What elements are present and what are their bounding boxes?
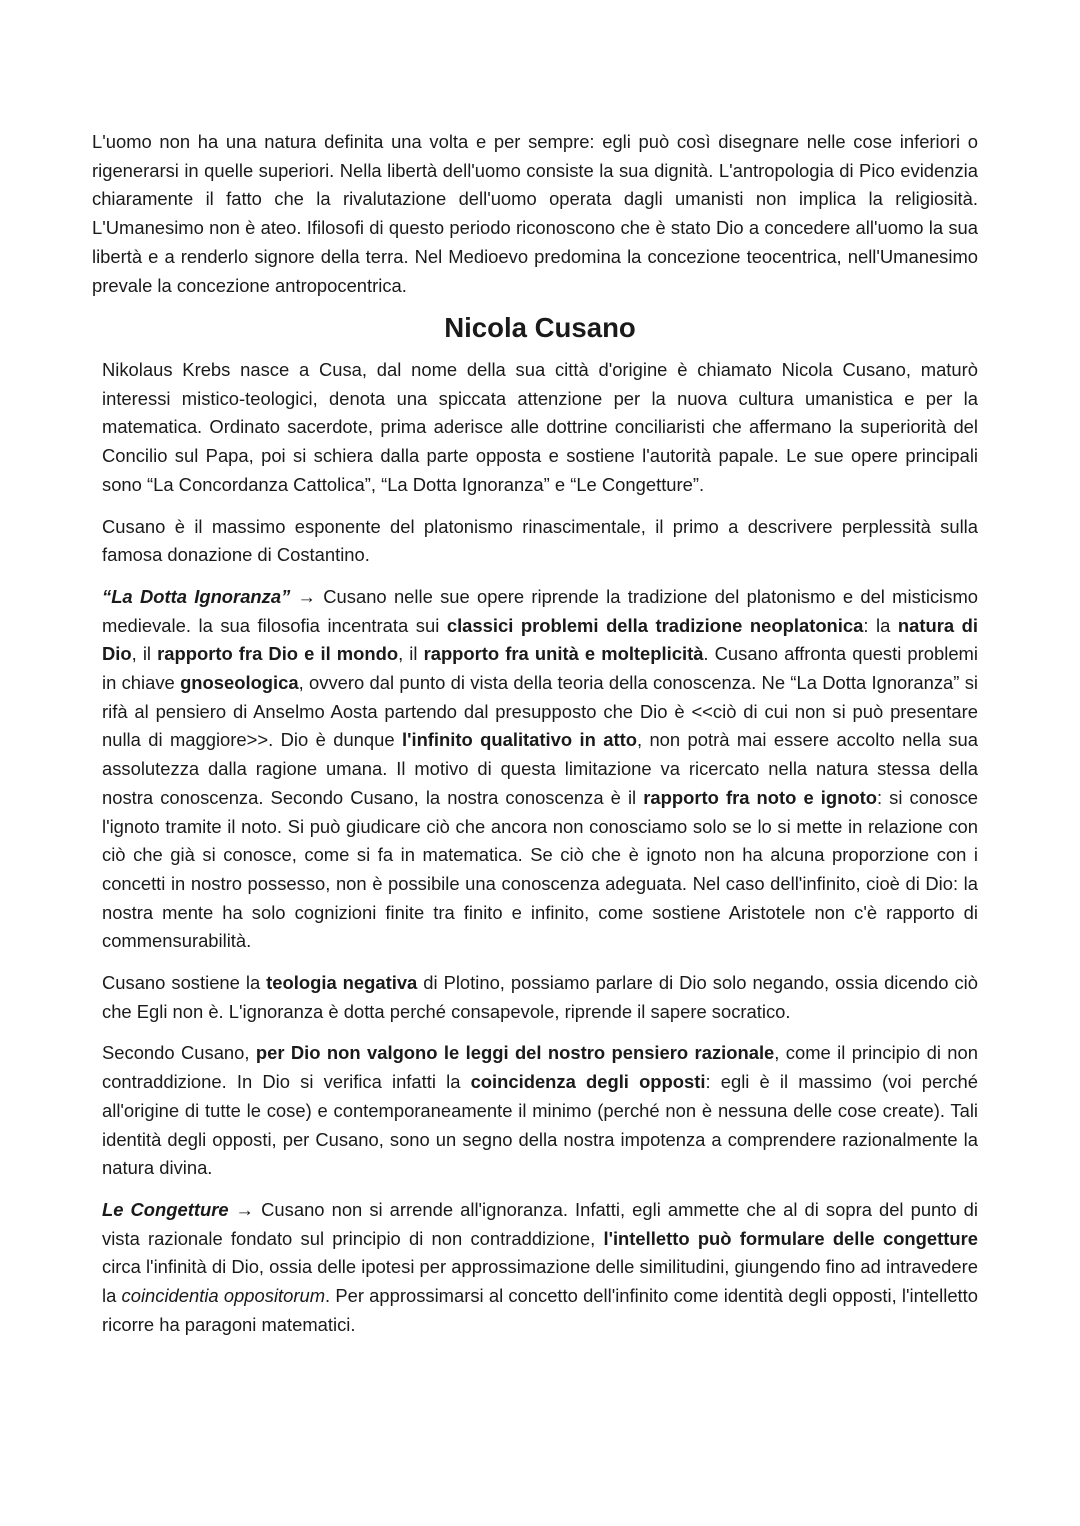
paragraph-teologia-negativa: Cusano sostiene la teologia negativa di Plotino, possiamo parlare di Dio solo negando, ossia dicendo ciò che Egli non è. L'ignoranza è dotta perché consapevole, riprende il sapere socratico. [102,972,978,1022]
arrow-icon: → [228,1198,262,1220]
paragraph-biography: Nikolaus Krebs nasce a Cusa, dal nome della sua città d'origine è chiamato Nicola Cusano, maturò interessi mistico-teologici, denota una spiccata attenzione per la nuova cultura umanistica e per la matematica. Ordinato sacerdote, prima aderisce alle dottrine conciliaristi che affermano la superiorità del Concilio sul Papa, poi si schiera dalla parte opposta e sostiene l'autorità papale. Le sue opere principali sono “La Concordanza Cattolica”, “La Dotta Ignoranza” e “Le Congetture”. [102,359,978,495]
paragraph-platonism: Cusano è il massimo esponente del platonismo rinascimentale, il primo a descrivere perplessità sulla famosa donazione di Costantino. [102,515,978,566]
work-title-congetture: Le Congetture → [102,1198,262,1220]
arrow-icon: → [290,585,324,607]
section-title: Nicola Cusano [444,312,636,343]
intro-paragraph: L'uomo non ha una natura definita una volta e per sempre: egli può così disegnare nelle cose inferiori o rigenerarsi in quelle superiori. Nella libertà dell'uomo consiste la sua dignità. L'antropologia di Pico evidenzia chiaramente il fatto che la rivalutazione dell'uomo operata dagli umanisti non implica la religiosità. L'Umanesimo non è ateo. Ifilosofi di questo periodo riconoscono che è stato Dio a concedere all'uomo la sua libertà e a renderlo signore della terra. Nel Medioevo predomina la concezione teocentrica, nell'Umanesimo prevale la concezione antropocentrica. [92,131,978,296]
section-body [102,356,978,1353]
work-title-dotta-ignoranza: “La Dotta Ignoranza” → [102,585,324,607]
paragraph-congetture: Le Congetture → Cusano non si arrende all'ignoranza. Infatti, egli ammette che al di sopra del punto di vista razionale fondato sul principio di non contraddizione, l'intelletto può formulare delle congetture circa l'infinità di Dio, ossia delle ipotesi per approssimazione delle similitudini, giungendo fino ad intravedere la coincidentia oppositorum. Per approssimarsi al concetto dell'infinito come identità degli opposti, l'intelletto ricorre ha paragoni matematici. [102,1198,978,1335]
paragraph-coincidenza-opposti: Secondo Cusano, per Dio non valgono le leggi del nostro pensiero razionale, come il principio di non contraddizione. In Dio si verifica infatti la coincidenza degli opposti: egli è il massimo (voi perché all'origine di tutte le cose) e contemporaneamente il minimo (perché non è nessuna delle cose create). Tali identità degli opposti, per Cusano, sono un segno della nostra impotenza a comprendere razionalmente la natura divina. [102,1042,978,1179]
paragraph-dotta-ignoranza: “La Dotta Ignoranza” → Cusano nelle sue opere riprende la tradizione del platonismo e del misticismo medievale. la sua filosofia incentrata sui classici problemi della tradizione neoplatonica: la natura di Dio, il rapporto fra Dio e il mondo, il rapporto fra unità e molteplicità. Cusano affronta questi problemi in chiave gnoseologica, ovvero dal punto di vista della teoria della conoscenza. Ne “La Dotta Ignoranza” si rifà al pensiero di Anselmo Aosta partendo dal presupposto che Dio è <<ciò di cui non si può presentare nulla di maggiore>>. Dio è dunque l'infinito qualitativo in atto, non potrà mai essere accolto nella sua assolutezza dalla ragione umana. Il motivo di questa limitazione va ricercato nella natura stessa della nostra conoscenza. Secondo Cusano, la nostra conoscenza è il rapporto fra noto e ignoto: si conosce l'ignoto tramite il noto. Si può giudicare ciò che ancora non conosciamo solo se lo si mette in relazione con ciò che già si conosce, come si fa in matematica. Se ciò che è ignoto non ha alcuna proporzione con i concetti in nostro possesso, non è possibile una conoscenza adeguata. Nel caso dell'infinito, cioè di Dio: la nostra mente ha solo cognizioni finite tra finito e infinito, come sostiene Aristotele non c'è rapporto di commensurabilità. [102,585,979,952]
